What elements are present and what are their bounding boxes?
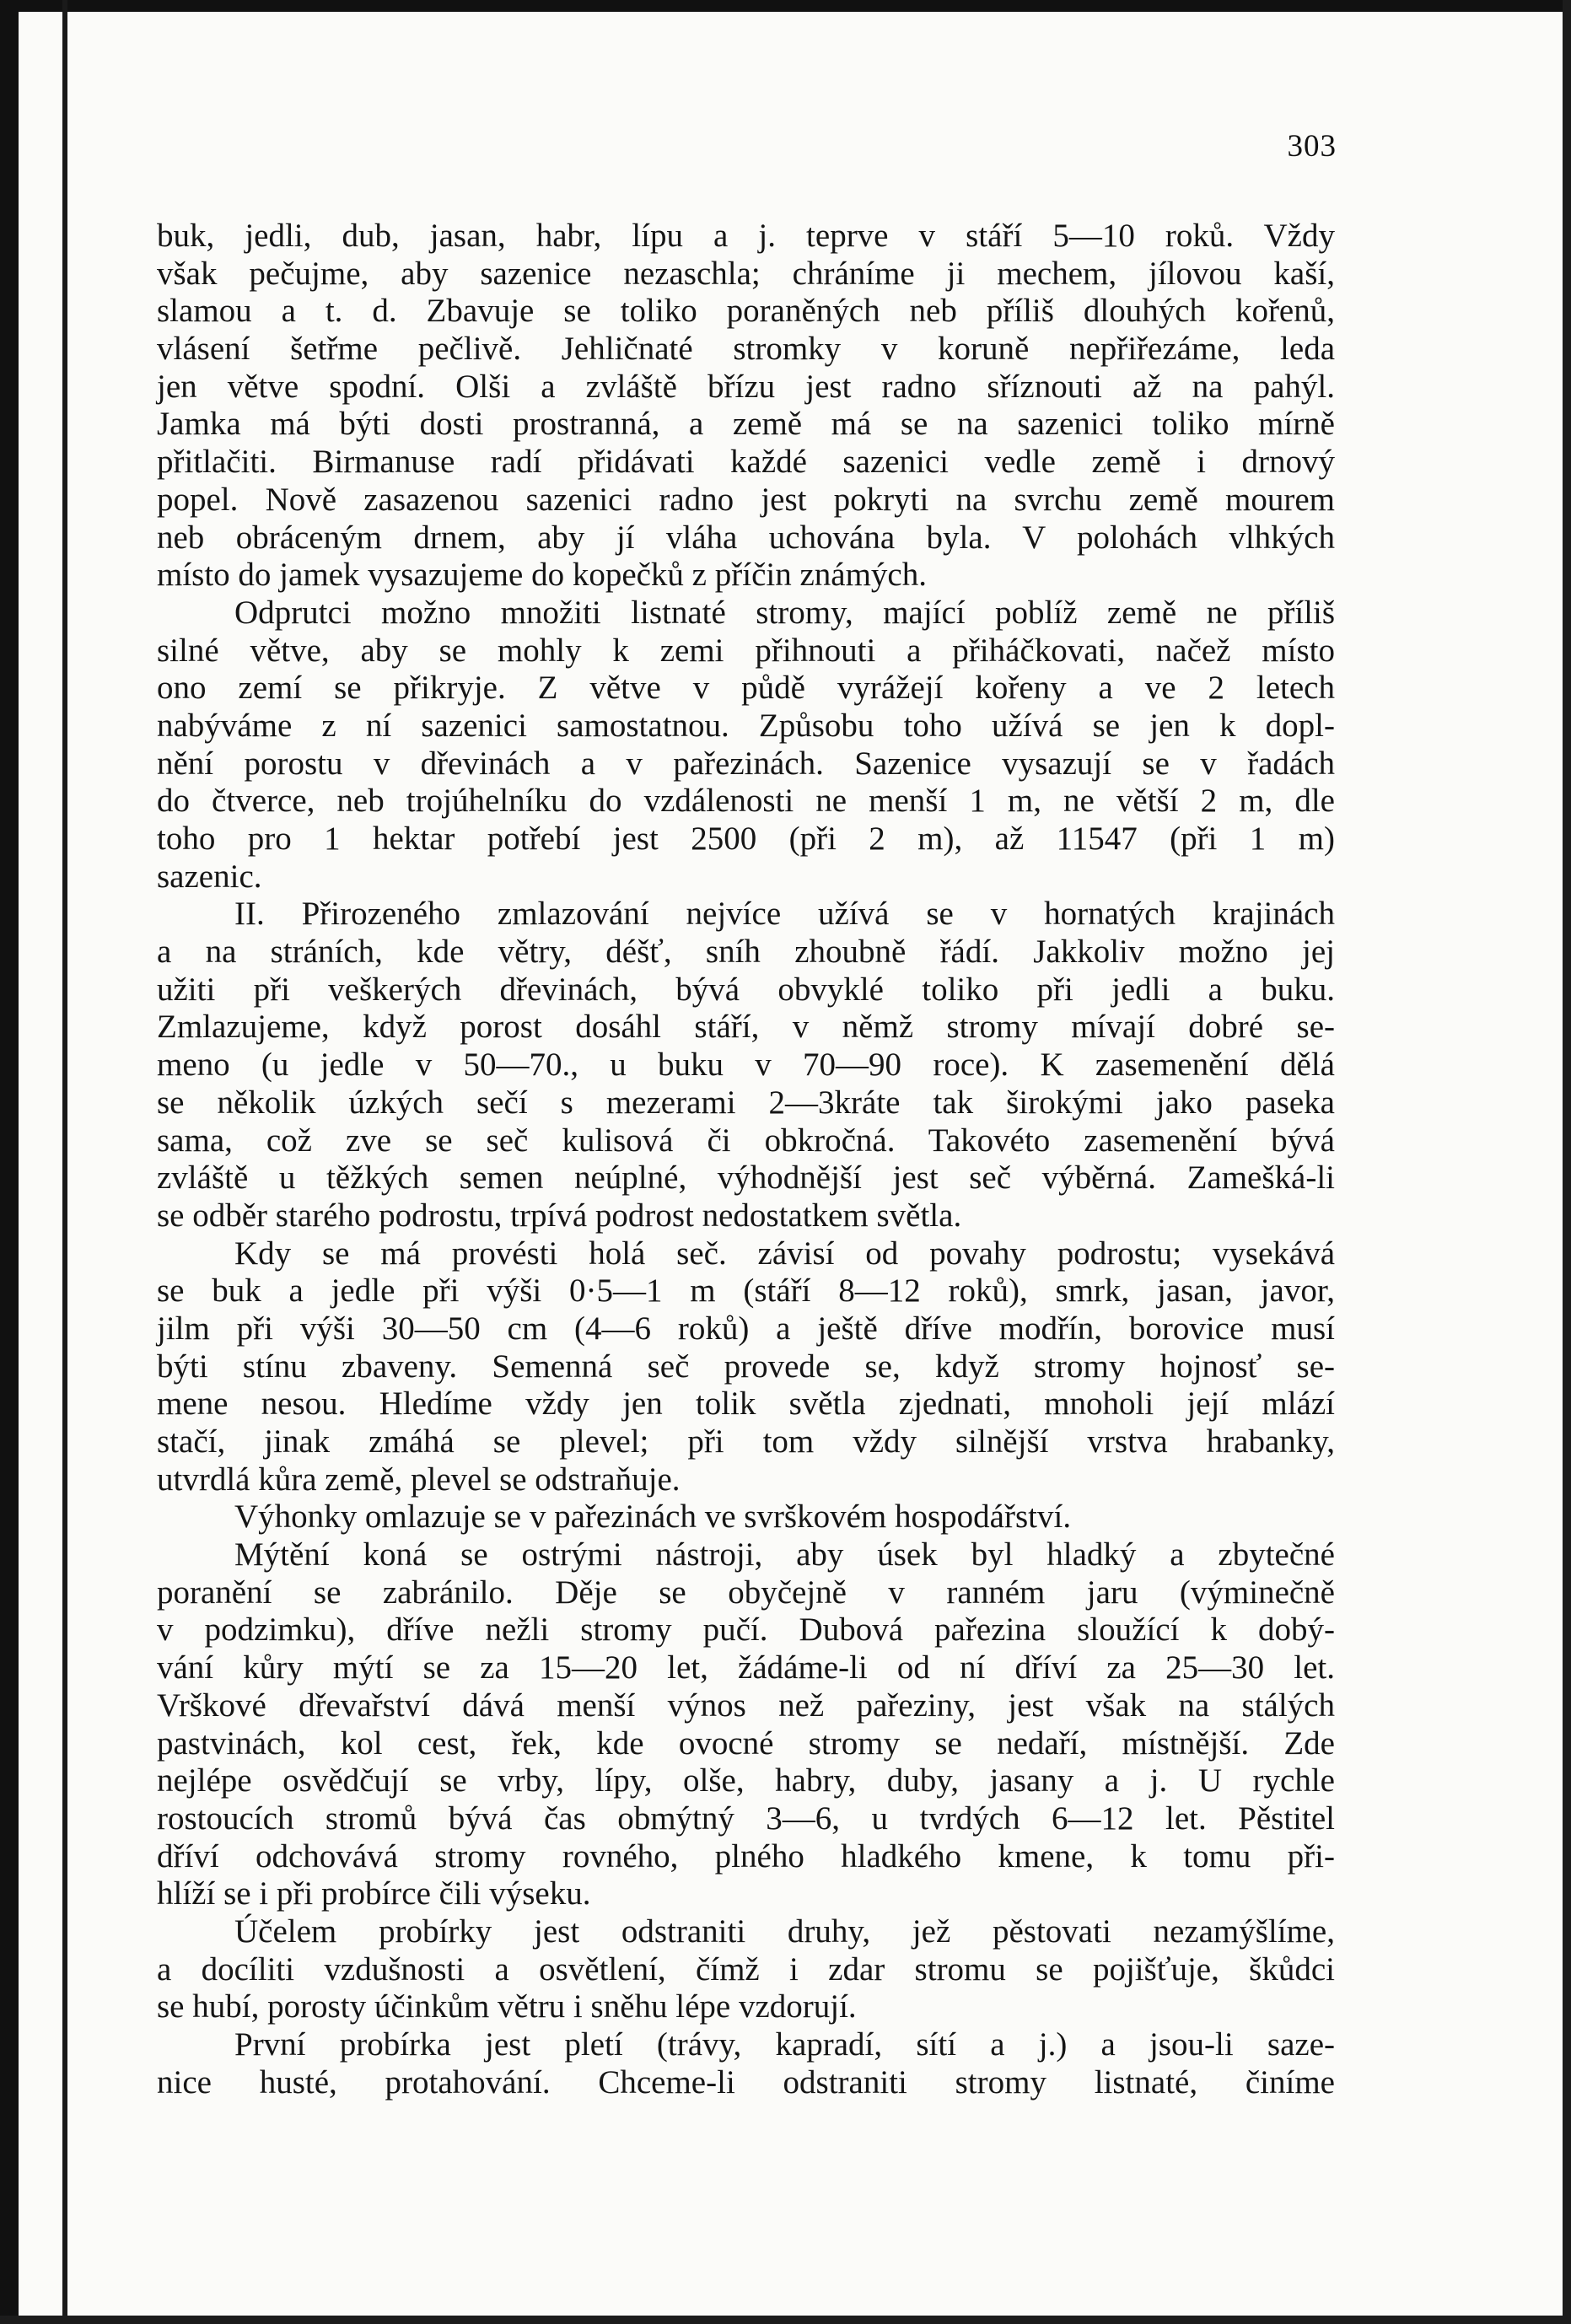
text-line: ono zemí se přikryje. Z větve v půdě vyrážejí kořeny a ve 2 letech [157,670,1335,707]
text-line: poranění se zabránilo. Děje se obyčejně v ranném jaru (výminečně [157,1574,1335,1611]
paragraph-start-line: Odprutci možno množiti listnaté stromy, mající poblíž země ne příliš [234,594,1335,631]
scan-binding-line [62,0,67,2324]
text-line: utvrdlá kůra země, plevel se odstraňuje. [157,1461,681,1498]
text-line: neb obráceným drnem, aby jí vláha uchována byla. V polohách vlhkých [157,519,1335,556]
text-line: nejlépe osvědčují se vrby, lípy, olše, habry, duby, jasany a j. U rychle [157,1762,1335,1799]
scan-edge-right [1563,0,1571,2324]
text-line: se několik úzkých sečí s mezerami 2—3kráte tak širokými jako paseka [157,1084,1335,1121]
text-line: Vrškové dřevařství dává menší výnos než pařeziny, jest však na stálých [157,1687,1335,1724]
text-line: vlásení šetřme pečlivě. Jehličnaté stromky v koruně nepřiřezáme, leda [157,331,1335,368]
text-line: býti stínu zbaveny. Semenná seč provede se, když stromy hojnosť se- [157,1348,1335,1385]
text-line: pastvinách, kol cest, řek, kde ovocné stromy se nedaří, místnější. Zde [157,1724,1335,1762]
text-line: sama, což zve se seč kulisová či obkročná. Takovéto zasemenění bývá [157,1122,1335,1159]
paragraph-start-line: Kdy se má provésti holá seč. závisí od povahy podrostu; vysekává [234,1235,1335,1272]
text-line: silné větve, aby se mohly k zemi přihnouti a přiháčkovati, načež místo [157,632,1335,669]
scan-edge-left [0,0,19,2324]
text-line: užiti při veškerých dřevinách, bývá obvyklé toliko při jedli a buku. [157,971,1335,1008]
text-line: rostoucích stromů bývá čas obmýtný 3—6, u tvrdých 6—12 let. Pěstitel [157,1799,1335,1837]
text-line: buk, jedli, dub, jasan, habr, lípu a j. teprve v stáří 5—10 roků. Vždy [157,218,1335,254]
text-line: jilm při výši 30—50 cm (4—6 roků) a ještě dříve modřín, borovice musí [157,1310,1335,1347]
text-line: toho pro 1 hektar potřebí jest 2500 (při 2 m), až 11547 (při 1 m) [157,820,1335,857]
text-line: jen větve spodní. Olši a zvláště břízu jest radno sříznouti až na pahýl. [157,368,1335,405]
text-line: hlíží se i při probírce čili výseku. [157,1875,591,1912]
page-number: 303 [1287,129,1337,164]
scan-edge-top [0,0,1571,12]
text-line: dříví odchovává stromy rovného, plného hladkého kmene, k tomu při- [157,1837,1335,1875]
text-line: se odběr starého podrostu, trpívá podrost nedostatkem světla. [157,1197,962,1234]
text-line: nice husté, protahování. Chceme-li odstraniti stromy listnaté, činíme [157,2063,1335,2101]
paragraph-start-line: První probírka jest pletí (trávy, kapradí, sítí a j.) a jsou-li saze- [234,2026,1335,2063]
text-line: nění porostu v dřevinách a v pařezinách. Sazenice vysazují se v řadách [157,745,1335,782]
text-line: meno (u jedle v 50—70., u buku v 70—90 roce). K zasemenění dělá [157,1046,1335,1084]
text-line: se hubí, porosty účinkům větru i sněhu lépe vzdorují. [157,1988,857,2025]
text-line: a na stráních, kde větry, déšť, sníh zhoubně řádí. Jakkoliv možno jej [157,933,1335,971]
text-line: se buk a jedle při výši 0·5—1 m (stáří 8—12 roků), smrk, jasan, javor, [157,1272,1335,1310]
paragraph-start-line: II. Přirozeného zmlazování nejvíce užívá se v hornatých krajinách [234,896,1335,933]
paragraph-start-line: Mýtění koná se ostrými nástroji, aby úsek byl hladký a zbytečné [234,1536,1335,1574]
text-line: Jamka má býti dosti prostranná, a země má se na sazenici toliko mírně [157,406,1335,443]
paragraph-start-line: Účelem probírky jest odstraniti druhy, jež pěstovati nezamýšlíme, [234,1912,1335,1950]
text-line: popel. Nově zasazenou sazenici radno jest pokryti na svrchu země mourem [157,481,1335,518]
text-line: místo do jamek vysazujeme do kopečků z příčin známých. [157,557,927,594]
text-line: vání kůry mýtí se za 15—20 let, žádáme-li od ní dříví za 25—30 let. [157,1649,1335,1687]
text-line: do čtverce, neb trojúhelníku do vzdálenosti ne menší 1 m, ne větší 2 m, dle [157,783,1335,820]
paragraph-start-line: Výhonky omlazuje se v pařezinách ve svrškovém hospodářství. [234,1498,1072,1536]
scan-edge-bottom [0,2316,1571,2324]
body-text [157,218,1335,2101]
text-line: stačí, jinak zmáhá se plevel; při tom vždy silnější vrstva hrabanky, [157,1423,1335,1460]
text-line: Zmlazujeme, když porost dosáhl stáří, v němž stromy mívají dobré se- [157,1009,1335,1046]
text-line: přitlačiti. Birmanuse radí přidávati každé sazenici vedle země i drnový [157,444,1335,481]
text-line: v podzimku), dříve nežli stromy pučí. Dubová pařezina sloužící k dobý- [157,1611,1335,1649]
text-line: a docíliti vzdušnosti a osvětlení, čímž i zdar stromu se pojišťuje, škůdci [157,1950,1335,1988]
text-line: nabýváme z ní sazenici samostatnou. Způsobu toho užívá se jen k dopl- [157,707,1335,744]
text-line: zvláště u těžkých semen neúplné, výhodnější jest seč výběrná. Zamešká-li [157,1159,1335,1197]
text-line: slamou a t. d. Zbavuje se toliko poraněných neb příliš dlouhých kořenů, [157,293,1335,330]
text-line: však pečujme, aby sazenice nezaschla; chráníme ji mechem, jílovou kaší, [157,255,1335,292]
text-line: mene nesou. Hledíme vždy jen tolik světla zjednati, mnoholi její mlází [157,1385,1335,1423]
text-line: sazenic. [157,858,262,895]
